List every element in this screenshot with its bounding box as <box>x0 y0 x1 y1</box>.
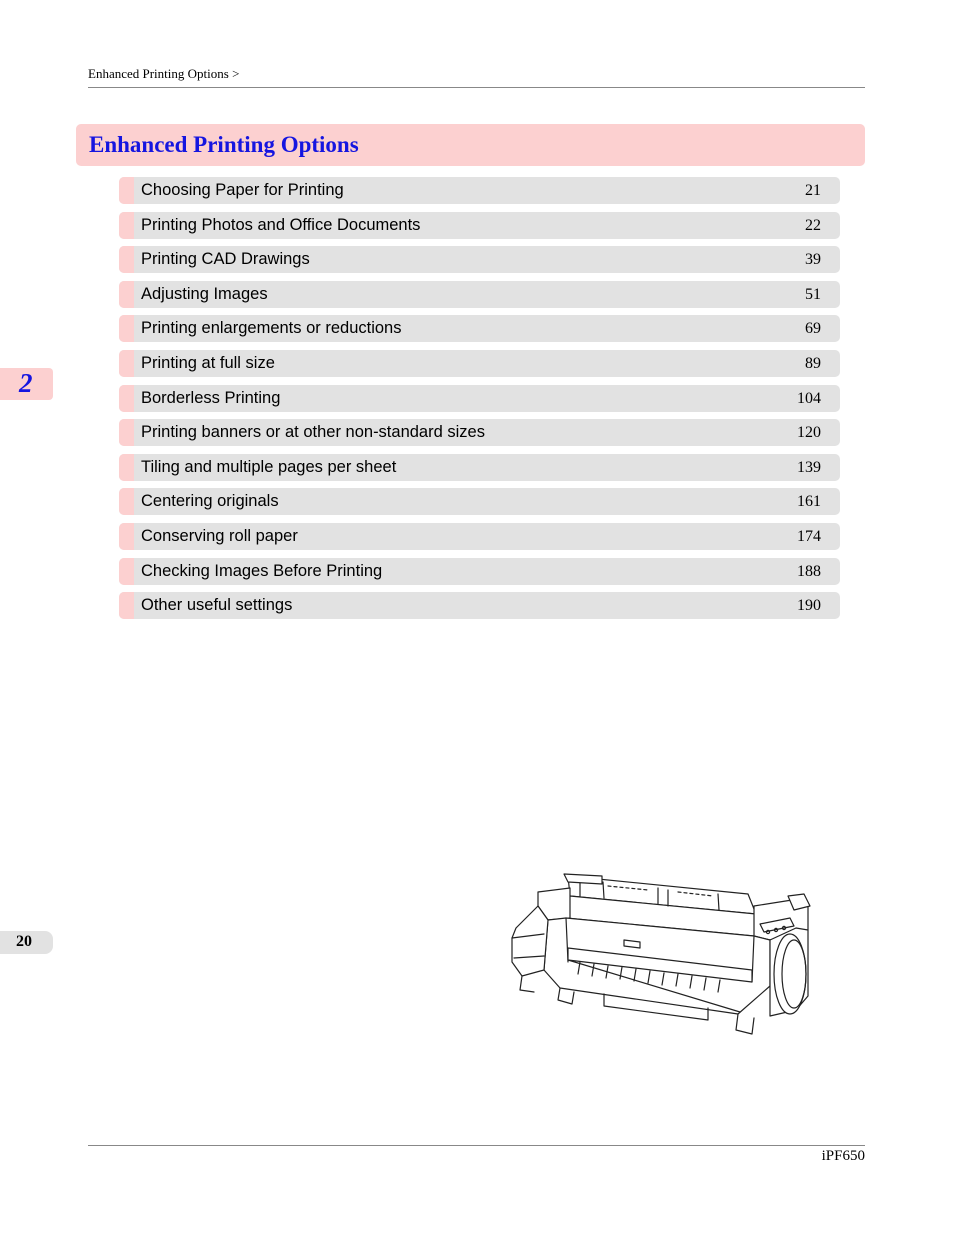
toc-item-enlargements[interactable] <box>119 315 840 342</box>
section-banner <box>76 124 865 166</box>
toc-item-label[interactable]: Printing enlargements or reductions <box>141 319 402 338</box>
toc-item-centering[interactable] <box>119 488 840 515</box>
toc-item-label[interactable]: Adjusting Images <box>141 284 268 303</box>
toc-item-page[interactable]: 22 <box>805 216 821 234</box>
toc-item-tab <box>119 315 134 342</box>
toc-item-useful-settings[interactable] <box>119 592 840 619</box>
toc-item-adjusting-images[interactable] <box>119 281 840 308</box>
toc-item-photos-office[interactable] <box>119 212 840 239</box>
toc-item-tiling[interactable] <box>119 454 840 481</box>
toc-item-tab <box>119 246 134 273</box>
toc-item-banners[interactable] <box>119 419 840 446</box>
large-format-printer-illustration <box>508 866 818 1046</box>
toc-item-label[interactable]: Printing at full size <box>141 353 275 372</box>
toc-item-tab <box>119 177 134 204</box>
toc-item-label[interactable]: Centering originals <box>141 492 279 511</box>
toc-item-label[interactable]: Borderless Printing <box>141 388 281 407</box>
toc-item-tab <box>119 558 134 585</box>
toc-item-label[interactable]: Conserving roll paper <box>141 526 298 545</box>
toc-item-borderless[interactable] <box>119 385 840 412</box>
toc-item-label[interactable]: Tiling and multiple pages per sheet <box>141 457 397 476</box>
model-name: iPF650 <box>821 1148 865 1164</box>
page-number: 20 <box>16 933 32 950</box>
toc-item-tab <box>119 385 134 412</box>
footer-divider <box>88 1145 865 1146</box>
table-of-contents <box>119 177 840 627</box>
header-divider <box>88 87 865 88</box>
toc-item-page[interactable]: 104 <box>797 389 821 407</box>
toc-item-label[interactable]: Printing Photos and Office Documents <box>141 215 421 234</box>
toc-item-page[interactable]: 174 <box>797 527 821 545</box>
toc-item-tab <box>119 281 134 308</box>
toc-item-label[interactable]: Other useful settings <box>141 596 293 615</box>
page-number-tab <box>0 931 53 954</box>
toc-item-tab <box>119 592 134 619</box>
toc-item-tab <box>119 419 134 446</box>
toc-item-cad-drawings[interactable] <box>119 246 840 273</box>
toc-item-label[interactable]: Choosing Paper for Printing <box>141 181 344 199</box>
section-title: Enhanced Printing Options <box>89 132 359 157</box>
toc-item-conserving-roll[interactable] <box>119 523 840 550</box>
breadcrumb[interactable]: Enhanced Printing Options > <box>88 66 240 81</box>
toc-item-page[interactable]: 51 <box>805 285 821 303</box>
toc-item-page[interactable]: 89 <box>805 354 821 372</box>
toc-item-label[interactable]: Checking Images Before Printing <box>141 561 383 580</box>
toc-item-page[interactable]: 188 <box>797 562 821 580</box>
toc-item-page[interactable]: 69 <box>805 320 821 338</box>
toc-item-page[interactable]: 139 <box>797 458 821 476</box>
toc-item-choosing-paper[interactable] <box>119 177 840 204</box>
toc-item-page[interactable]: 120 <box>797 424 821 442</box>
toc-item-page[interactable]: 39 <box>805 251 821 269</box>
toc-item-full-size[interactable] <box>119 350 840 377</box>
toc-item-tab <box>119 350 134 377</box>
chapter-number: 2 <box>19 368 33 398</box>
toc-item-checking-images[interactable] <box>119 558 840 585</box>
toc-item-label[interactable]: Printing banners or at other non-standard sizes <box>141 423 485 442</box>
chapter-tab <box>0 368 53 400</box>
toc-item-tab <box>119 212 134 239</box>
toc-item-tab <box>119 488 134 515</box>
toc-item-label[interactable]: Printing CAD Drawings <box>141 250 310 269</box>
toc-item-page[interactable]: 161 <box>797 493 821 511</box>
toc-item-tab <box>119 454 134 481</box>
toc-item-page[interactable]: 21 <box>805 182 821 199</box>
toc-item-page[interactable]: 190 <box>797 597 821 615</box>
toc-item-tab <box>119 523 134 550</box>
